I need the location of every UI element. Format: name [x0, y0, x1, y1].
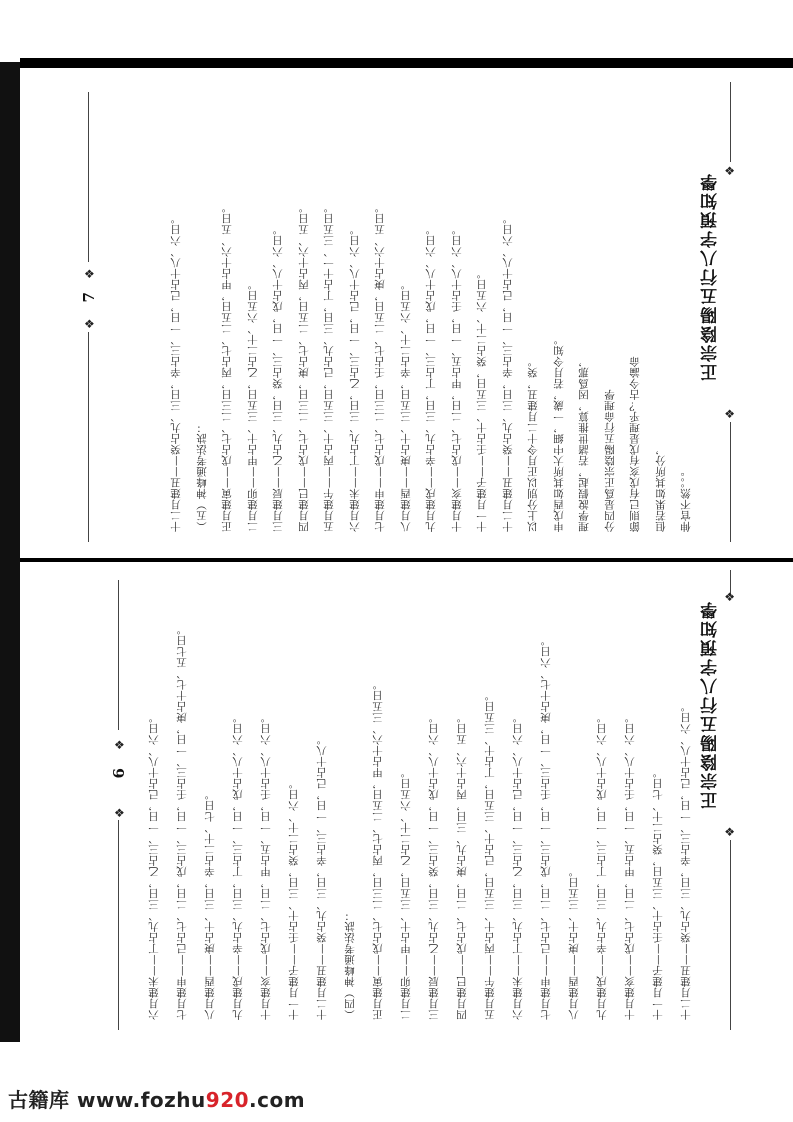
ornament-icon: ❖ — [114, 738, 125, 752]
footer-rule — [88, 332, 89, 542]
text-column: 六月建未——丁占九、三日，乙占三、一日，己占十八、六日。 — [512, 712, 524, 1020]
footer-rule — [118, 820, 119, 1030]
text-column: 六月建未——丁占九、三日，乙占三、一日，己占十八、六日。 — [348, 224, 361, 532]
text-column: 但若果如其所分， — [654, 444, 667, 532]
text-column: 十一月建子——壬占十、三五日，癸占二十、七日。 — [652, 767, 664, 1020]
text-column: 十月建亥——戊占七、二日，甲占五、一日，壬占十八、六日。 — [450, 224, 463, 532]
text-column: 十二月建丑——癸占九、三日，辛占三、一日，己占十八、六日。 — [170, 213, 182, 532]
ornament-icon: ❖ — [724, 407, 735, 421]
text-column: 節則已有戊亥有戊是理乎？古今論命 — [629, 356, 641, 532]
text-column: 伸官不然。。。 — [680, 465, 692, 532]
text-column: 七月建申——戊占七、二三日，壬占七、二五日，庚占十六、五日。 — [374, 202, 386, 532]
site-watermark — [8, 1084, 305, 1113]
text-column: 十一月建子——壬占十、三五日，癸占二十、六五日。 — [476, 268, 488, 532]
header-rule — [730, 82, 731, 162]
page-6 — [22, 560, 793, 1046]
page-7 — [22, 62, 793, 560]
text-column: 分四是爲正宗陰陽五行命理學 — [603, 389, 616, 532]
text-column: 八月建酉——庚占十、三五日，辛占二十、六五日。 — [399, 279, 412, 532]
text-column: 九月建戌——辛占九、三日，丁占三、一日，戊占十八、六日。 — [596, 712, 608, 1020]
ornament-icon: ❖ — [724, 164, 735, 178]
text-column: 二月建卯——甲占十、三五日，乙占二十、六五日。 — [400, 767, 412, 1020]
text-column: 十月建亥——戊占七、二日，甲占五、一日，壬占十八、六日。 — [260, 712, 272, 1020]
ornament-icon: ❖ — [724, 825, 735, 839]
site-suffix: .com — [249, 1088, 306, 1112]
text-column: 五月建午——丙占十、三五日，己占十、三五日，丁占十、三五日。 — [484, 690, 496, 1020]
running-header: 正宗陰陽五行八字預知學 — [701, 172, 721, 381]
text-column: （四）神峰通考法訣： — [344, 910, 356, 1020]
site-prefix: 古籍库 www.fozhu — [8, 1088, 206, 1112]
text-column: 以上分別以正月令十二月建丑，癸。 — [527, 356, 539, 532]
text-column: 七月建申——己占七、二日，戊占三、一日，壬占三、一日，庚占十七、六日。 — [540, 635, 552, 1020]
text-column: 二月建卯——甲占十、三五日，乙占二十、六五日。 — [246, 279, 259, 532]
page-number: 7 — [80, 292, 98, 303]
ornament-icon: ❖ — [84, 267, 95, 281]
text-column: （五）神峰通考法訣： — [195, 422, 208, 532]
text-column: 申戊酉如其所大中細，一歲，若月令知。 — [552, 334, 565, 532]
text-column: 三月建辰——乙占九、三日，癸占三、一日，戊占十八、六日。 — [272, 224, 284, 532]
ornament-icon: ❖ — [84, 317, 95, 331]
watermark-footer — [0, 1062, 793, 1122]
text-column: 九月建戌——辛占九、三日，丁占三、一日，戊占十八、六日。 — [425, 224, 437, 532]
text-column: 九月建戌——辛占九、三日，丁占三、一日，戊占十八、六日。 — [232, 712, 244, 1020]
text-column: 五月建午——丙占十、三五日，己占九、三日，丁占十一、三五日。 — [323, 202, 335, 532]
text-column: 八月建酉——庚占十、三日，辛占二十、七日。 — [204, 789, 216, 1020]
text-column: 六月建未——丁占九、三日，乙占三、一日，己占十八、六日。 — [148, 712, 160, 1020]
ornament-icon: ❖ — [114, 806, 125, 820]
text-column: 三月建辰——乙占九、三日，癸占三、一日，戊占十八、六日。 — [428, 712, 440, 1020]
text-column: 四月建巳——戊占七、二三日，庚占七、二五日，丙占十六、五日。 — [297, 202, 310, 532]
footer-rule — [88, 92, 89, 262]
text-column: 十二月建丑——癸占九、三日，辛占三、一日，己占十八、六日。 — [501, 213, 514, 532]
running-header: 正宗陰陽五行八字預知學 — [701, 600, 721, 809]
text-column: 正月建寅——戊占七、二三日，丙占七、二五日，甲占十六、五日。 — [221, 202, 233, 532]
header-rule — [730, 422, 731, 542]
text-column: 十二月建丑——癸占九、三日，辛占三、一日，己占十八。 — [316, 734, 328, 1020]
header-rule — [730, 840, 731, 1030]
ornament-icon: ❖ — [724, 590, 735, 604]
scan-left-gutter — [0, 62, 20, 1042]
page-number: 6 — [110, 768, 128, 779]
text-column: 十二月建丑——癸占九、三日，辛占三、一日，己占十八、六日。 — [680, 701, 692, 1020]
site-highlight: 920 — [205, 1088, 250, 1112]
text-column: 四月建巳——戊占七、二日，庚占九、三日，丙占十六、五日。 — [456, 712, 468, 1020]
text-column: 十月建亥——戊占七、二日，甲占五、一日，壬占十八、六日。 — [624, 712, 636, 1020]
text-column: 理學說假起，若諸世推算，因爲那， — [578, 356, 590, 532]
text-column: 正月建寅——戊占七、二三日，丙占七、二五日，甲占十六、三五日。 — [372, 679, 384, 1020]
footer-rule — [118, 580, 119, 730]
text-column: 八月建酉——庚占十、三五日。 — [568, 866, 580, 1020]
text-column: 七月建申——己占七、二日，戊占三、一日，壬占三、一日，庚占十七、五七日。 — [176, 624, 188, 1020]
text-column: 十一月建子——壬占十、三日，癸占二十、六日。 — [288, 778, 300, 1020]
